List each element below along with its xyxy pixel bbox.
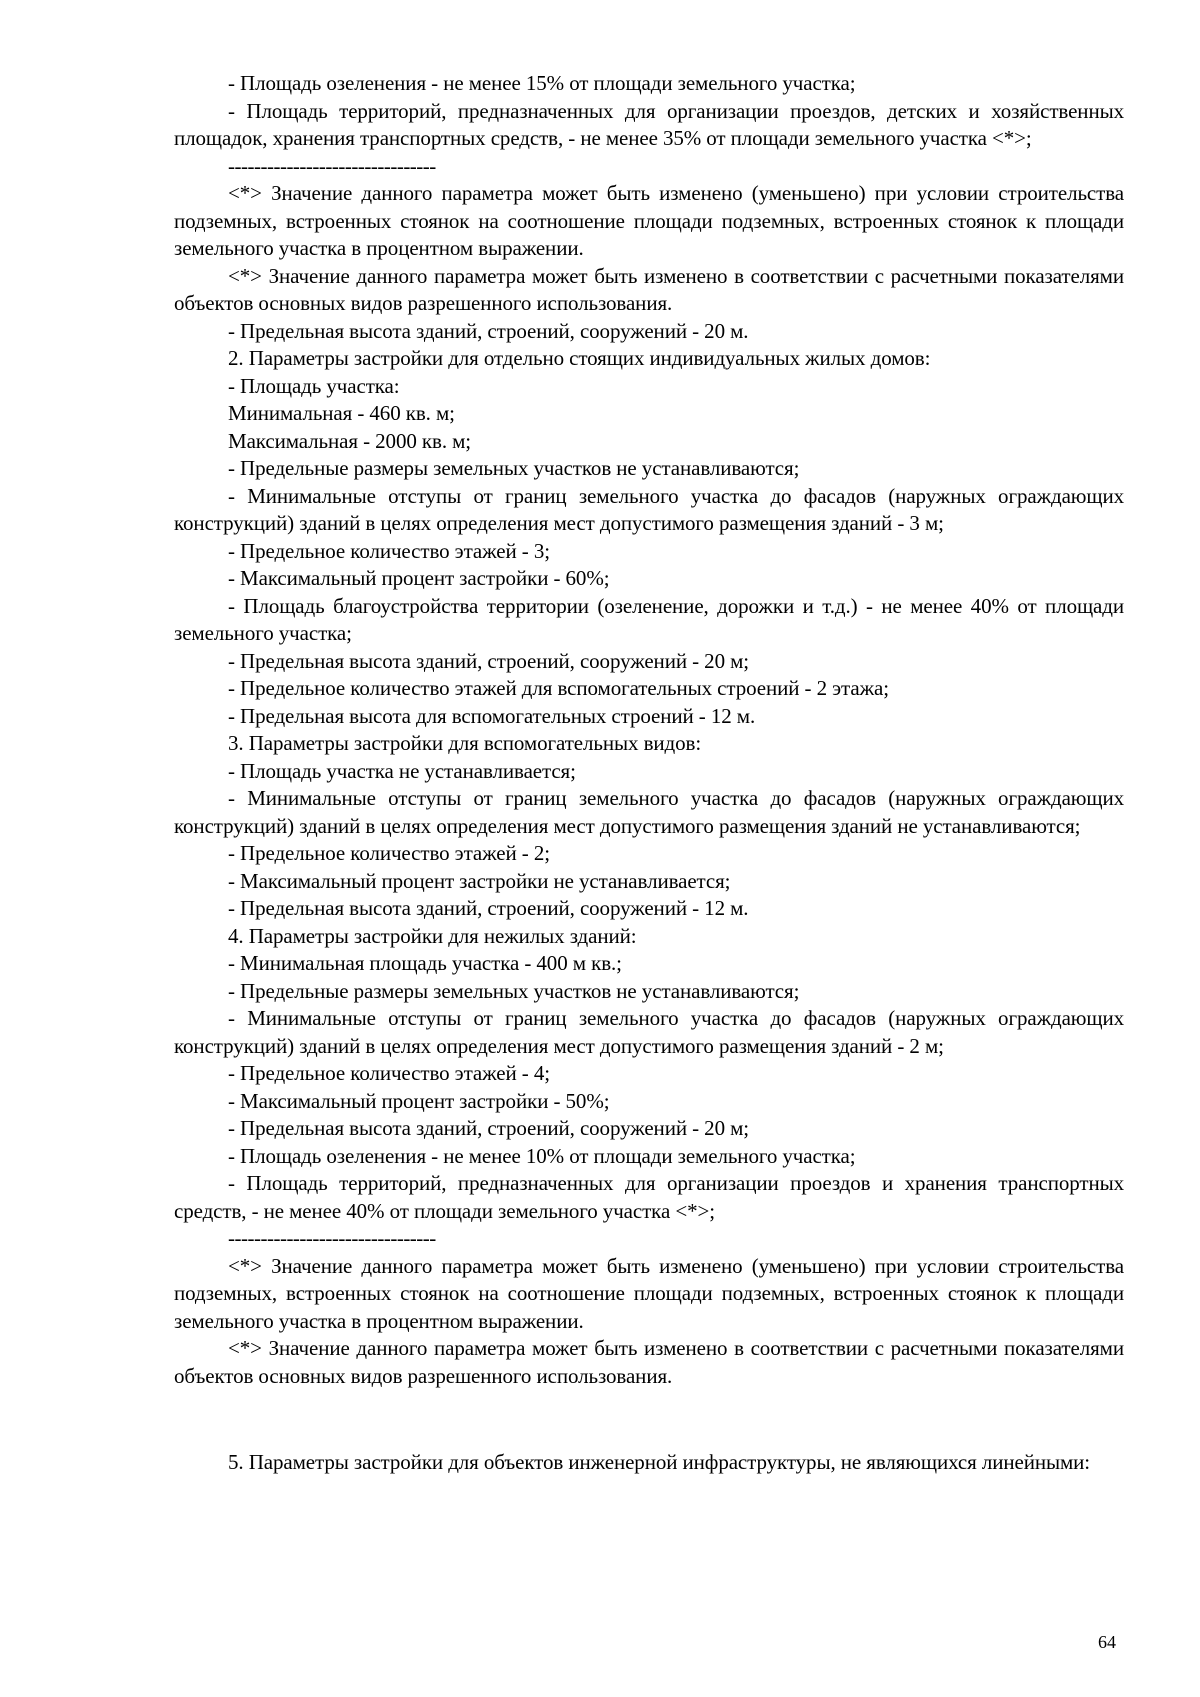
paragraph: - Площадь благоустройства территории (озеленение, дорожки и т.д.) - не менее 40% от площади земельного участка; [174,593,1124,645]
paragraph: - Площадь озеленения - не менее 10% от площади земельного участка; [228,1143,856,1168]
paragraph: - Минимальные отступы от границ земельного участка до фасадов (наружных ограждающих конструкций) зданий в целях определения мест допустимого размещения зданий не устанавливаются; [174,786,1124,838]
paragraph: - Предельная высота зданий, строений, сооружений - 20 м; [228,1116,750,1140]
footnote-separator: -------------------------------- [228,1226,436,1250]
blank-line [174,1406,1124,1433]
paragraph: - Минимальные отступы от границ земельного участка до фасадов (наружных ограждающих конструкций) зданий в целях определения мест допустимого размещения зданий - 3 м; [174,483,1124,535]
paragraph: - Площадь территорий, предназначенных для организации проездов, детских и хозяйственных площадок, хранения транспортных средств, - не менее 35% от площади земельного участка <*>; [174,98,1124,150]
paragraph: - Площадь участка: [228,373,400,398]
page-number: 64 [1098,1632,1116,1652]
paragraph: <*> Значение данного параметра может быть изменено (уменьшено) при условии строительства подземных, встроенных стоянок на соотношение площади подземных, встроенных стоянок к площади земельного участка в процентном выражении. [174,1253,1124,1333]
paragraph: - Предельная высота для вспомогательных строений - 12 м. [228,703,756,728]
paragraph: - Предельное количество этажей для вспомогательных строений - 2 этажа; [228,676,889,700]
paragraph: Минимальная - 460 кв. м; [228,401,455,425]
paragraph: Максимальная - 2000 кв. м; [228,428,472,453]
paragraph: - Площадь территорий, предназначенных для организации проездов и хранения транспортных средств, - не менее 40% от площади земельного участка <*>; [174,1171,1124,1223]
paragraph: - Предельное количество этажей - 2; [228,841,550,865]
paragraph: 3. Параметры застройки для вспомогательных видов: [228,731,702,755]
paragraph: - Предельные размеры земельных участков не устанавливаются; [228,456,800,480]
paragraph: - Максимальный процент застройки - 60%; [228,566,610,590]
paragraph: - Предельная высота зданий, строений, сооружений - 20 м. [228,318,749,343]
paragraph: - Минимальная площадь участка - 400 м кв.; [228,951,622,975]
paragraph: - Предельное количество этажей - 4; [228,1061,550,1085]
paragraph: <*> Значение данного параметра может быть изменено в соответствии с расчетными показателями объектов основных видов разрешенного использования. [174,263,1124,315]
paragraph: 5. Параметры застройки для объектов инженерной инфраструктуры, не являющихся линейными: [228,1450,1091,1474]
paragraph: 4. Параметры застройки для нежилых зданий: [228,923,637,948]
paragraph: - Предельная высота зданий, строений, сооружений - 20 м; [228,648,750,673]
paragraph: - Предельная высота зданий, строений, сооружений - 12 м. [228,896,749,920]
paragraph: - Максимальный процент застройки не устанавливается; [228,868,731,893]
paragraph: - Предельные размеры земельных участков не устанавливаются; [228,978,800,1003]
paragraph: 2. Параметры застройки для отдельно стоящих индивидуальных жилых домов: [228,346,931,370]
paragraph: - Площадь участка не устанавливается; [228,758,576,783]
footnote-separator: -------------------------------- [228,153,436,178]
paragraph: <*> Значение данного параметра может быть изменено в соответствии с расчетными показателями объектов основных видов разрешенного использования. [174,1336,1124,1388]
paragraph: - Площадь озеленения - не менее 15% от площади земельного участка; [228,71,856,95]
paragraph: - Предельное количество этажей - 3; [228,538,550,563]
paragraph: <*> Значение данного параметра может быть изменено (уменьшено) при условии строительства подземных, встроенных стоянок на соотношение площади подземных, встроенных стоянок к площади земельного участка в процентном выражении. [174,181,1124,260]
document-page [174,70,1124,1477]
paragraph: - Максимальный процент застройки - 50%; [228,1088,610,1113]
paragraph: - Минимальные отступы от границ земельного участка до фасадов (наружных ограждающих конструкций) зданий в целях определения мест допустимого размещения зданий - 2 м; [174,1006,1124,1058]
